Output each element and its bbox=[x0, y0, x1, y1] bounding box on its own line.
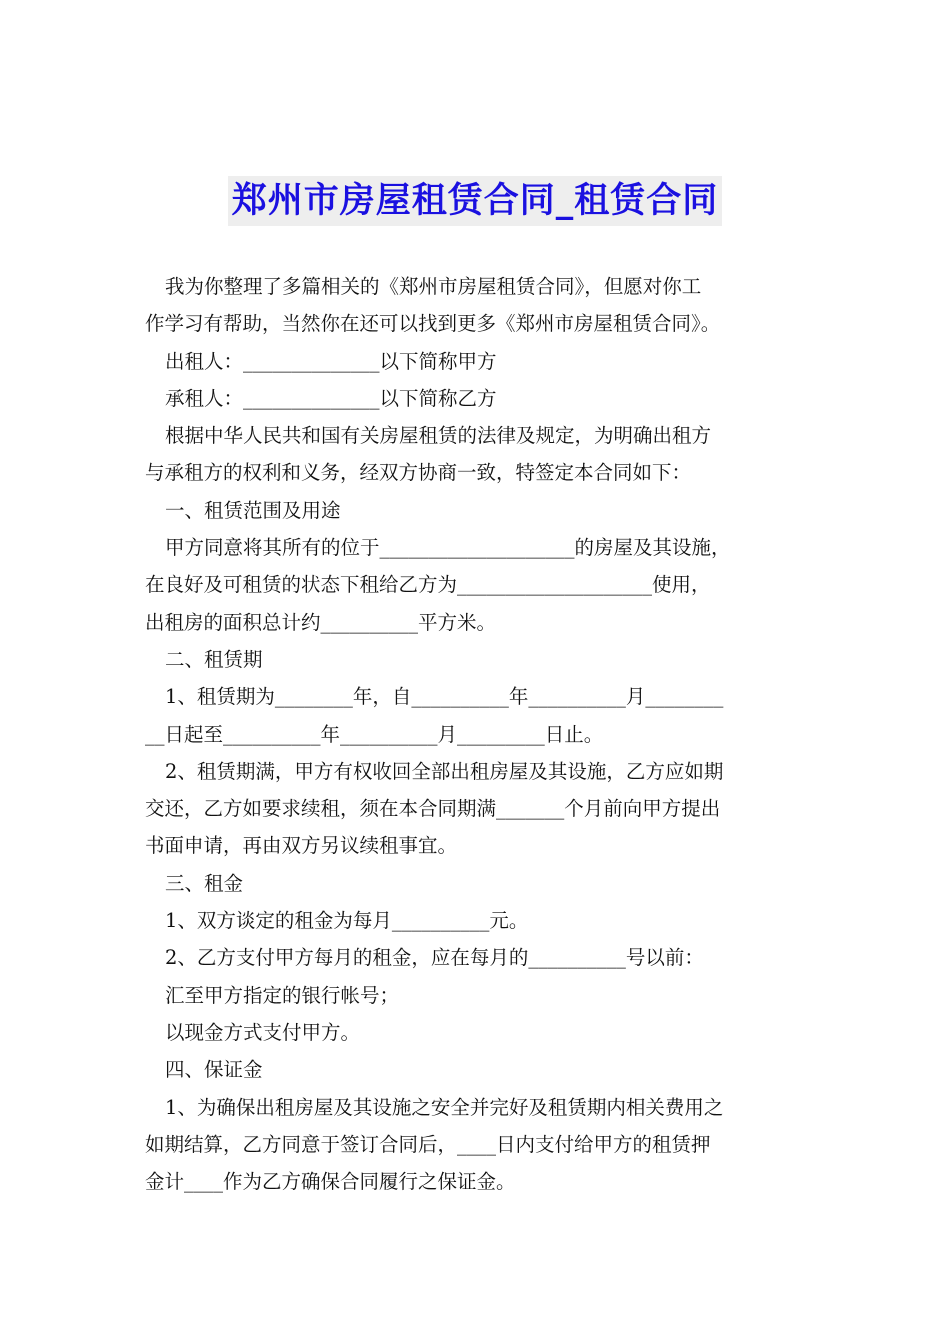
text-line: 与承租方的权利和义务，经双方协商一致，特签定本合同如下： bbox=[145, 461, 692, 485]
payment-option: 以现金方式支付甲方。 bbox=[165, 1020, 361, 1044]
rent-clause-1: 1、双方谈定的租金为每月__________元。 bbox=[165, 909, 529, 933]
text-line: 如期结算，乙方同意于签订合同后，____日内支付给甲方的租赁押 bbox=[145, 1132, 711, 1156]
lessee-line: 承租人：______________以下简称乙方 bbox=[165, 386, 497, 410]
text-line: 作学习有帮助，当然你在还可以找到更多《郑州市房屋租赁合同》。 bbox=[145, 312, 721, 336]
text-line: 交还，乙方如要求续租，须在本合同期满_______个月前向甲方提出 bbox=[145, 797, 721, 821]
section-heading: 四、保证金 bbox=[165, 1058, 263, 1082]
intro-paragraph bbox=[145, 268, 815, 343]
text-line: 甲方同意将其所有的位于____________________的房屋及其设施， bbox=[165, 536, 731, 560]
text-line: 书面申请，再由双方另议续租事宜。 bbox=[145, 834, 458, 858]
text-line: 出租房的面积总计约__________平方米。 bbox=[145, 610, 497, 634]
text-line: 1、租赁期为________年，自__________年__________月________ bbox=[165, 685, 724, 709]
scope-paragraph bbox=[145, 529, 815, 641]
text-line: __日起至__________年__________月_________日止。 bbox=[145, 722, 604, 746]
document-body bbox=[145, 268, 815, 1200]
deposit-clause-1 bbox=[145, 1089, 815, 1201]
term-clause-1 bbox=[145, 678, 815, 753]
section-heading: 一、租赁范围及用途 bbox=[165, 498, 341, 522]
text-line: 金计____作为乙方确保合同履行之保证金。 bbox=[145, 1170, 516, 1194]
section-heading: 三、租金 bbox=[165, 871, 244, 895]
section-heading: 二、租赁期 bbox=[165, 647, 263, 671]
text-line: 在良好及可租赁的状态下租给乙方为____________________使用， bbox=[145, 573, 711, 597]
text-line: 1、为确保出租房屋及其设施之安全并完好及租赁期内相关费用之 bbox=[165, 1095, 724, 1119]
text-line: 2、租赁期满，甲方有权收回全部出租房屋及其设施，乙方应如期 bbox=[165, 759, 724, 783]
preamble-paragraph bbox=[145, 417, 815, 492]
payment-option: 汇至甲方指定的银行帐号； bbox=[165, 983, 400, 1007]
lessor-line: 出租人：______________以下简称甲方 bbox=[165, 349, 497, 373]
text-line: 根据中华人民共和国有关房屋租赁的法律及规定，为明确出租方 bbox=[165, 424, 712, 448]
term-clause-2 bbox=[145, 753, 815, 865]
document-title: 郑州市房屋租赁合同_租赁合同 bbox=[228, 176, 723, 226]
rent-clause-2: 2、乙方支付甲方每月的租金，应在每月的__________号以前： bbox=[165, 946, 704, 970]
text-line: 我为你整理了多篇相关的《郑州市房屋租赁合同》，但愿对你工 bbox=[165, 275, 702, 298]
title-container bbox=[0, 176, 950, 226]
